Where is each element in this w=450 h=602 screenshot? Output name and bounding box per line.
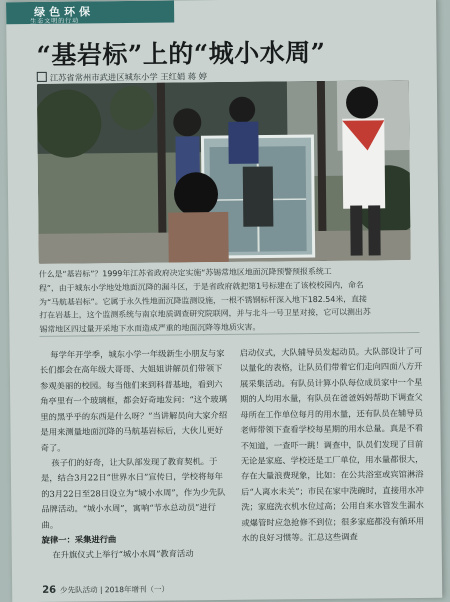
section-header-band [6, 0, 174, 24]
article-title: “基岩标”上的“城小水周” [36, 37, 326, 70]
section-title: 绿色环保 [34, 5, 95, 19]
subheading-melody-one: 旋律一：采集进行曲 [41, 534, 117, 545]
paragraph-1: 每学年开学季，城东小学一年级新生小朋友与家长们都会在高年级大哥哥、大姐姐讲解员们带领下参观美丽的校园。每当他们来到科普基地，看到六角亭里有一个玻璃框，都会好奇地发问：“这个玻璃里的黑乎乎的东西是什么呀？”当讲解员向大家介绍是用来测量地面沉降的马航基岩标后，大伙儿更好奇了。 [39, 347, 228, 453]
publication-info: 少先队活动 | 2018年增刊（一） [60, 584, 170, 595]
magazine-page [6, 0, 442, 602]
square-bullet-icon [37, 72, 47, 82]
author-text: 江苏省常州市武进区城东小学 王红娟 蒋 婷 [49, 71, 208, 83]
page-number: 26 [42, 584, 57, 596]
paragraph-3: 在升旗仪式上举行“城小水周”教育活动 [41, 548, 194, 561]
photo-caption: 什么是“基岩标”？1999年江苏省政府决定实施“苏锡常地区地面沉降预警预报系统工 程”，由于城东小学地处地面沉降的漏斗区，于是省政府就把第1号标建在了该校校园内，命名 为“马航基岩标”。它属于永久性地面沉降监测设施，一根不锈钢标杆深入地下182.54米，直接 打在岩基上，这个监测系统与南京地质调查研究院联网，并与北斗一号卫星对接，它可以测出苏 锡常地区四过量开采地下水而造成严重的地面沉降等地质灾害。 [38, 266, 371, 335]
paragraph-continued: 启动仪式，大队辅导员发起动员。大队部设计了可以量化的表格，让队员们带着它们走向四面八方开展采集活动。有队员计算小队每位成员家中一个星期的人均用水量，有队员在爸爸妈妈帮助下调查父母所在工作单位每月的用水量，还有队员在辅导员老师带领下查看学校每星期的用水总量。真是不看不知道，一查吓一跳！调查中，队员们发现了目前无论是家庭、学校还是工厂单位，用水量都很大，存在大量浪费现象，比如：在公共浴室或宾馆淋浴后“人离水未关”；市民在家中洗碗时，直接用水冲洗；家庭洗衣机水位过高；公用自来水管发生漏水或爆管时应急抢修不到位；很多家庭都没有循环用水的良好习惯等。汇总这些调查 [239, 345, 425, 543]
article-photo [37, 80, 411, 264]
body-column-left [40, 346, 232, 564]
body-column-right [240, 344, 432, 546]
paragraph-2: 孩子们的好奇，让大队部发现了教育契机。于是，结合3月22日“世界水日”宣传日，学校将每年的3月22日至28日设立为“城小水周”，作为少先队品牌活动。“城小水周”，寓响“节水总动员”进行曲。 [40, 456, 226, 530]
page-footer [42, 584, 169, 596]
section-subtitle: 生态文明的行动 [30, 17, 80, 25]
